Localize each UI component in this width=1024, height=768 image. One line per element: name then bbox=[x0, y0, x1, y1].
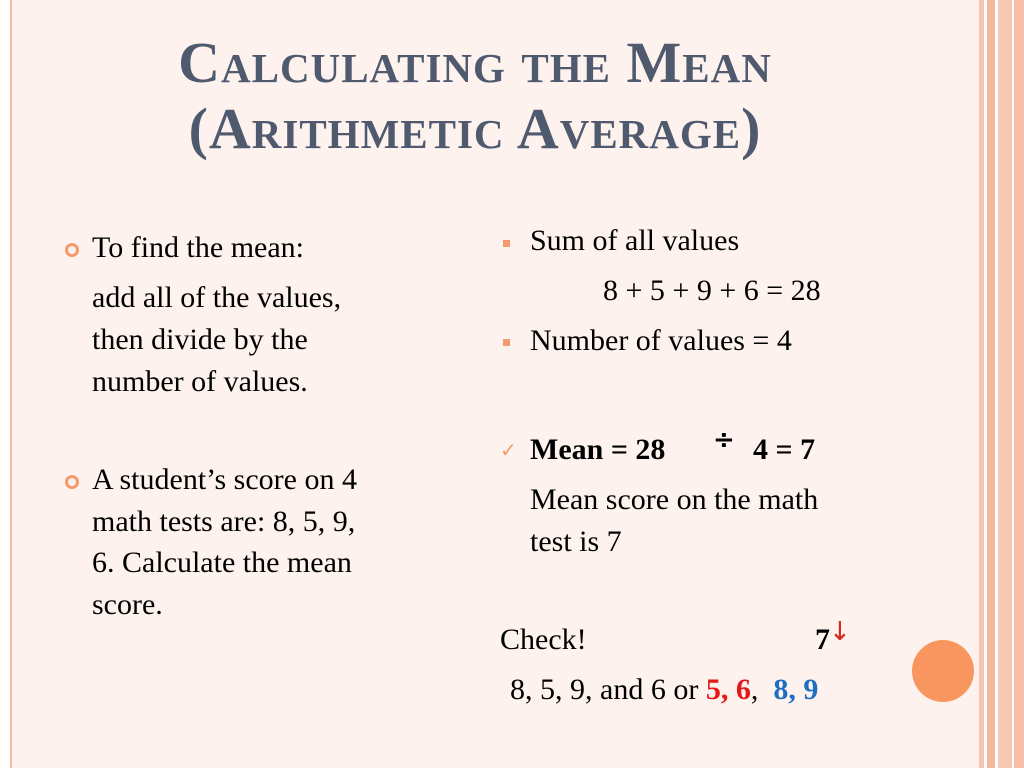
count-label: Number of values = 4 bbox=[530, 324, 792, 357]
pair-separator: , bbox=[750, 673, 759, 706]
mean-description-line-1: Mean score on the math bbox=[530, 483, 819, 516]
check-icon: ✓ bbox=[500, 438, 517, 462]
pairs-line bbox=[510, 670, 818, 710]
pairs-prefix: 8, 5, 9, and 6 or bbox=[510, 673, 699, 706]
mean-description-line-2: test is 7 bbox=[530, 525, 622, 558]
left-item-1-line-4: number of values. bbox=[92, 365, 308, 398]
circle-bullet-icon bbox=[65, 475, 79, 489]
check-label: Check! bbox=[500, 623, 587, 656]
sum-expression: 8 + 5 + 9 + 6 = 28 bbox=[603, 274, 821, 307]
square-bullet-icon bbox=[503, 339, 510, 346]
circle-bullet-icon bbox=[65, 243, 79, 257]
divide-symbol: ÷ bbox=[713, 425, 735, 455]
decorative-stripe bbox=[987, 0, 995, 768]
mean-right: 4 = 7 bbox=[753, 433, 816, 466]
arrow-down-icon: ↓ bbox=[829, 617, 851, 647]
pair-red: 5, 6 bbox=[705, 673, 751, 706]
left-item-1-line-2: add all of the values, bbox=[92, 281, 342, 314]
decorative-stripe bbox=[1014, 0, 1024, 768]
title-line-2: (Arithmetic Average) bbox=[188, 96, 762, 161]
square-bullet-icon bbox=[503, 240, 510, 247]
left-item-1-line-1: To find the mean: bbox=[92, 231, 305, 264]
left-item-2-line-4: score. bbox=[92, 588, 163, 621]
slide-title bbox=[0, 30, 950, 162]
left-item-2-line-3: 6. Calculate the mean bbox=[92, 546, 352, 579]
sum-label: Sum of all values bbox=[530, 224, 740, 257]
title-line-1: Calculating the Mean bbox=[178, 30, 772, 95]
orange-circle-decoration bbox=[912, 640, 974, 702]
mean-left: Mean = 28 bbox=[530, 433, 666, 466]
left-item-1-line-3: then divide by the bbox=[92, 323, 308, 356]
decorative-stripe bbox=[998, 0, 1012, 768]
left-item-2-line-1: A student’s score on 4 bbox=[92, 463, 357, 496]
pair-blue: 8, 9 bbox=[773, 673, 819, 706]
left-item-2-line-2: math tests are: 8, 5, 9, bbox=[92, 505, 356, 538]
check-value: 7 bbox=[815, 623, 830, 656]
